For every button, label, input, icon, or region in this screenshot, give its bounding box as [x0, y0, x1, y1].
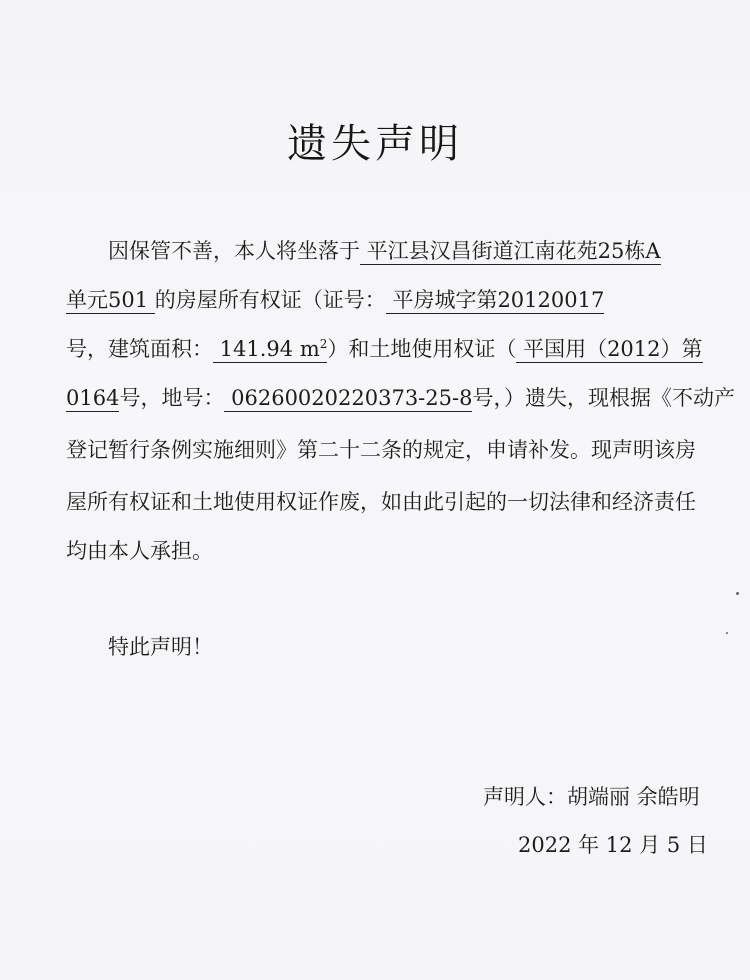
- declarant-line: [483, 782, 700, 812]
- land-cert-end: 0164: [66, 386, 120, 410]
- scan-mark: [736, 592, 739, 595]
- location-field: 平江县汉昌街道江南花苑25栋A: [360, 239, 661, 263]
- body-line-1: [108, 236, 661, 266]
- location-field-end: 单元501: [66, 288, 155, 312]
- declaration-date: 2022 年 12 月 5 日: [518, 833, 708, 857]
- area-field: 141.94 $m^2$: [213, 337, 328, 361]
- body-line-4: [66, 383, 735, 413]
- line4-middle: 号，地号：: [119, 386, 225, 410]
- lot-number-field: 06260020220373-25-8: [224, 386, 473, 410]
- body-line-6: 屋所有权证和土地使用权证作废，如由此引起的一切法律和经济责任: [66, 490, 696, 514]
- scan-mark: [726, 632, 728, 634]
- line3-start: 号，建筑面积：: [66, 337, 213, 361]
- land-cert-field: 平国用（2012）第: [516, 337, 703, 361]
- line2-middle: 的房屋所有权证（证号：: [154, 288, 386, 312]
- declarant-label: 声明人：: [483, 785, 567, 809]
- line1-prefix: 因保管不善，本人将坐落于: [108, 239, 360, 263]
- cert-number-field: 平房城字第20120017: [385, 288, 605, 312]
- line3-middle: ）和土地使用权证（: [327, 337, 517, 361]
- page-title: 遗失声明: [287, 121, 463, 167]
- line4-end: 号，）遗失，现根据《不动产: [472, 386, 735, 410]
- declarant-names: 胡端丽 余皓明: [567, 785, 700, 809]
- body-line-3: [66, 334, 703, 364]
- closing-statement: 特此声明！: [108, 635, 213, 659]
- body-line-5: 登记暂行条例实施细则》第二十二条的规定，申请补发。现声明该房: [66, 438, 696, 462]
- body-line-7: 均由本人承担。: [66, 539, 213, 563]
- body-line-2: [66, 285, 604, 315]
